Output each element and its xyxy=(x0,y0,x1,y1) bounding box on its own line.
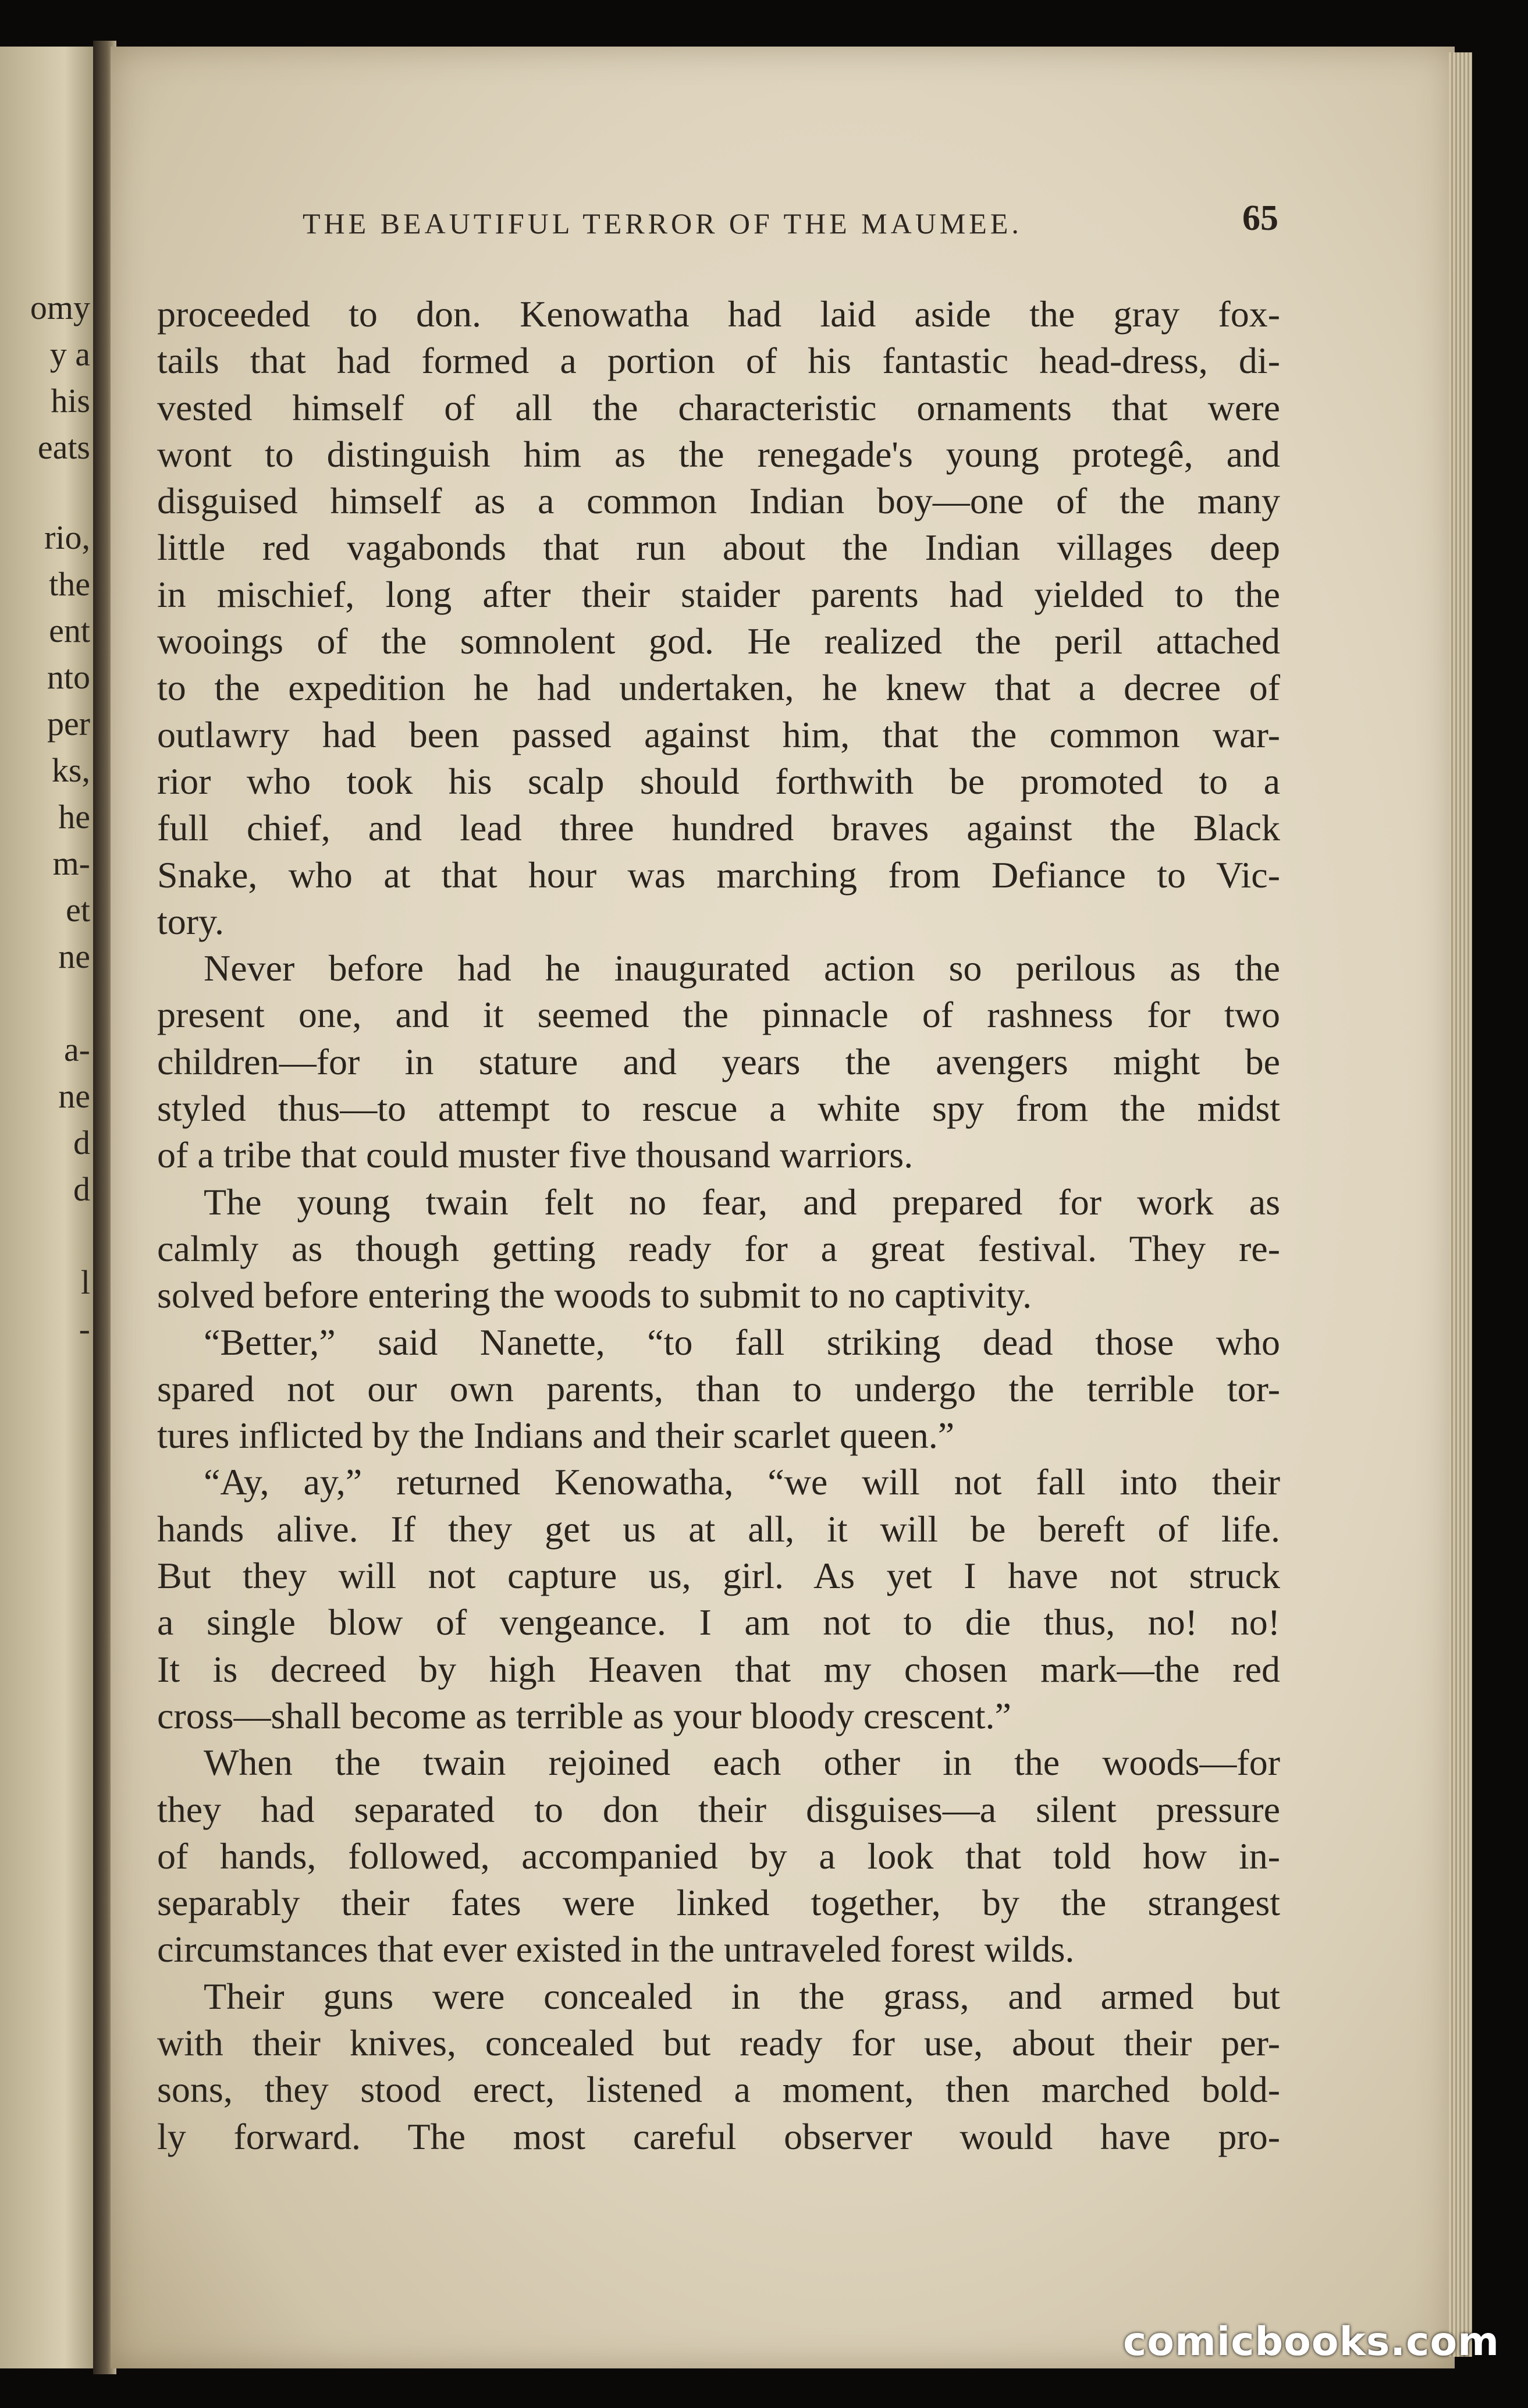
text-line: proceeded to don. Kenowatha had laid aside the gray fox- xyxy=(157,293,1280,335)
facing-page-text: rio, xyxy=(44,518,90,556)
text-line: The young twain felt no fear, and prepared for work as xyxy=(204,1181,1280,1223)
text-line: outlawry had been passed against him, that the common war- xyxy=(157,713,1280,755)
text-line: children—for in stature and years the avengers might be xyxy=(157,1040,1280,1082)
text-line: of hands, followed, accompanied by a look that told how in- xyxy=(157,1835,1280,1877)
text-line: little red vagabonds that run about the Indian villages deep xyxy=(157,527,1280,569)
facing-page-text: ne xyxy=(58,937,90,975)
text-line: “Ay, ay,” returned Kenowatha, “we will not fall into their xyxy=(204,1461,1280,1503)
page-number: 65 xyxy=(1242,198,1278,238)
text-line: wooings of the somnolent god. He realized the peril attached xyxy=(157,620,1280,662)
facing-page-text: - xyxy=(79,1310,90,1348)
body-text xyxy=(157,291,1280,2160)
text-line: cross—shall become as terrible as your bloody crescent.” xyxy=(157,1695,1011,1736)
page-edge xyxy=(1449,52,1472,2357)
text-line: tails that had formed a portion of his fantastic head-dress, di- xyxy=(157,340,1280,382)
text-line: disguised himself as a common Indian boy—one of the many xyxy=(157,480,1280,522)
text-line: in mischief, long after their staider parents had yielded to the xyxy=(157,573,1280,615)
text-line: But they will not capture us, girl. As yet I have not struck xyxy=(157,1555,1280,1597)
facing-page-text: ks, xyxy=(51,751,90,789)
text-line: styled thus—to attempt to rescue a white spy from the midst xyxy=(157,1088,1280,1130)
facing-page-text: d xyxy=(73,1124,90,1162)
facing-page-text: a- xyxy=(63,1031,90,1068)
text-line: “Better,” said Nanette, “to fall striking dead those who xyxy=(204,1321,1280,1363)
facing-page-text: ne xyxy=(58,1077,90,1115)
facing-page-fragment xyxy=(0,47,108,2368)
facing-page-text: per xyxy=(47,705,90,743)
text-line: of a tribe that could muster five thousand warriors. xyxy=(157,1134,914,1176)
text-line: with their knives, concealed but ready for use, about their per- xyxy=(157,2022,1280,2064)
text-line: wont to distinguish him as the renegade's young protegê, and xyxy=(157,433,1280,475)
text-line: spared not our own parents, than to undergo the terrible tor- xyxy=(157,1368,1280,1409)
text-line: solved before entering the woods to submit to no captivity. xyxy=(157,1274,1032,1316)
text-line: separably their fates were linked together, by the strangest xyxy=(157,1882,1280,1924)
facing-page-text: eats xyxy=(37,428,90,466)
facing-page-text: omy xyxy=(30,289,90,326)
text-line: hands alive. If they get us at all, it will be bereft of life. xyxy=(157,1508,1280,1550)
text-line: tory. xyxy=(157,900,224,942)
text-line: sons, they stood erect, listened a moment, then marched bold- xyxy=(157,2069,1280,2111)
facing-page-text: m- xyxy=(52,844,90,882)
text-line: When the twain rejoined each other in the woods—for xyxy=(204,1742,1280,1784)
text-line: Never before had he inaugurated action so perilous as the xyxy=(204,947,1280,989)
facing-page-text: d xyxy=(73,1170,90,1208)
facing-page-text: nto xyxy=(47,658,90,696)
facing-page-text: the xyxy=(49,565,90,603)
running-head: THE BEAUTIFUL TERROR OF THE MAUMEE. xyxy=(303,207,1022,240)
text-line: circumstances that ever existed in the untraveled forest wilds. xyxy=(157,1928,1075,1970)
text-line: rior who took his scalp should forthwith be promoted to a xyxy=(157,760,1280,802)
text-line: calmly as though getting ready for a great festival. They re- xyxy=(157,1227,1280,1269)
site-watermark: comicbooks.com xyxy=(1123,2319,1500,2365)
text-line: they had separated to don their disguises—a silent pressure xyxy=(157,1788,1280,1830)
facing-page-text: et xyxy=(66,891,90,929)
text-line: Snake, who at that hour was marching from Defiance to Vic- xyxy=(157,854,1280,896)
text-line: vested himself of all the characteristic ornaments that were xyxy=(157,386,1280,428)
facing-page-text: his xyxy=(51,382,90,420)
text-line: Their guns were concealed in the grass, and armed but xyxy=(204,1975,1280,2017)
text-line: full chief, and lead three hundred braves against the Black xyxy=(157,807,1280,849)
text-line: a single blow of vengeance. I am not to die thus, no! no! xyxy=(157,1601,1280,1643)
text-line: present one, and it seemed the pinnacle of rashness for two xyxy=(157,994,1280,1036)
text-line: tures inflicted by the Indians and their scarlet queen.” xyxy=(157,1415,955,1457)
text-line: to the expedition he had undertaken, he knew that a decree of xyxy=(157,667,1280,709)
text-line: ly forward. The most careful observer would have pro- xyxy=(157,2115,1280,2157)
facing-page-text: he xyxy=(58,798,90,836)
facing-page-text: l xyxy=(80,1263,90,1301)
text-line: It is decreed by high Heaven that my chosen mark—the red xyxy=(157,1648,1280,1690)
facing-page-text: ent xyxy=(49,612,90,649)
facing-page-text: y a xyxy=(49,335,90,373)
